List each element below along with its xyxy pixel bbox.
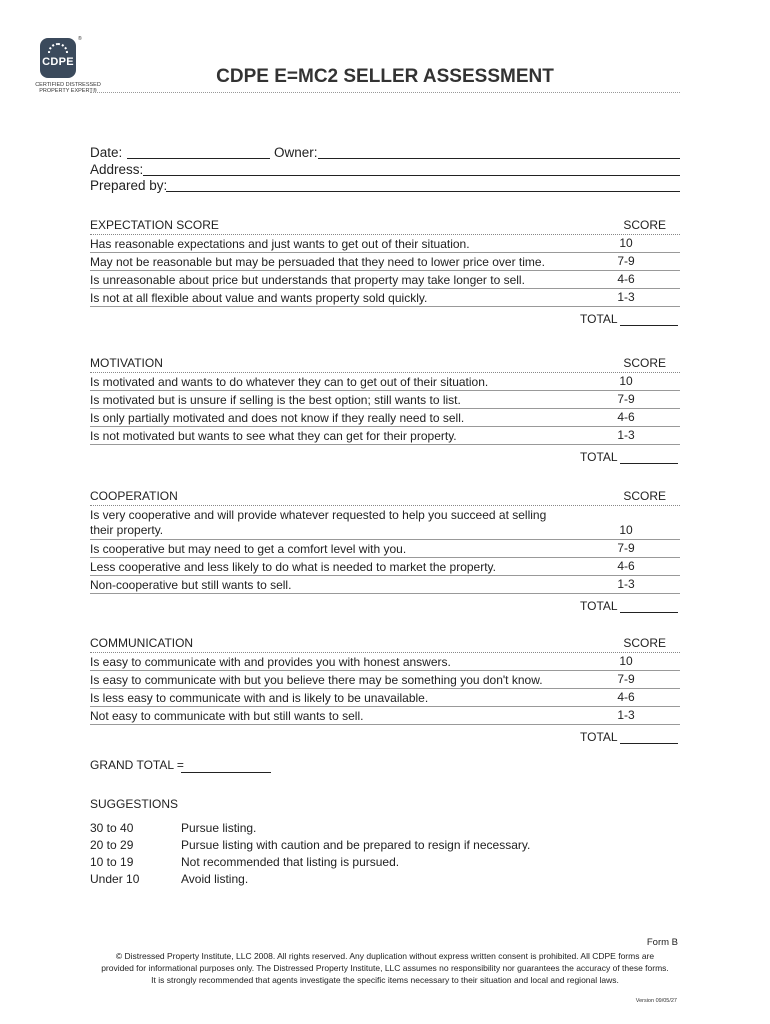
criteria-text: Is not at all flexible about value and wants property sold quickly. [90,291,428,305]
score-value: 10 [619,523,633,537]
total-label: TOTAL [580,599,618,613]
table-row [90,707,680,725]
score-value: 10 [619,654,633,668]
owner-field[interactable] [318,158,680,159]
total-field[interactable] [620,325,678,326]
score-value: 1-3 [617,428,635,442]
section-title: EXPECTATION SCORE [90,218,219,232]
suggestions-heading: SUGGESTIONS [90,797,179,811]
communication-section [90,636,680,747]
table-row [90,391,680,409]
total-field[interactable] [620,463,678,464]
score-value: 4-6 [617,272,635,286]
table-row [90,558,680,576]
table-row [90,289,680,307]
grand-total-field[interactable] [181,772,271,773]
score-value: 4-6 [617,410,635,424]
suggestion-action: Pursue listing. [181,821,257,835]
table-row [90,409,680,427]
score-value: 1-3 [617,708,635,722]
criteria-text: Non-cooperative but still wants to sell. [90,578,292,592]
section-header [90,489,680,505]
logo-registered-mark: ® [78,36,82,42]
section-header [90,356,680,372]
table-row [90,540,680,558]
total-label: TOTAL [580,312,618,326]
score-value: 7-9 [617,672,635,686]
prepared-by-field[interactable] [166,191,680,192]
logo-subtitle-line1: CERTIFIED DISTRESSED [35,82,101,88]
section-title: COOPERATION [90,489,178,503]
motivation-section [90,356,680,467]
section-title: COMMUNICATION [90,636,194,650]
score-value: 4-6 [617,559,635,573]
address-label: Address: [90,162,144,177]
total-row [90,725,680,747]
section-header [90,218,680,234]
version-label: Version 09/05/27 [635,998,677,1004]
suggestion-range: Under 10 [90,872,140,886]
criteria-text: Is easy to communicate with and provides you with honest answers. [90,655,451,669]
criteria-text: May not be reasonable but may be persuaded that they need to lower price over time. [90,255,545,269]
score-value: 10 [619,236,633,250]
suggestion-action: Avoid listing. [181,872,249,886]
criteria-text: Is cooperative but may need to get a comfort level with you. [90,542,407,556]
total-row [90,307,680,329]
score-column-label: SCORE [623,356,666,370]
suggestion-range: 30 to 40 [90,821,134,835]
page-title: CDPE E=MC2 SELLER ASSESSMENT [216,66,554,87]
owner-label: Owner: [274,145,318,160]
total-row [90,445,680,467]
footer-line: © Distressed Property Institute, LLC 2008. All rights reserved. Any duplication without express written consent is prohibited. All CDPE forms are [115,951,655,961]
total-label: TOTAL [580,450,618,464]
cdpe-badge-icon [40,38,76,78]
date-label: Date: [90,145,123,160]
criteria-text: Is easy to communicate with but you believe there may be something you don't know. [90,673,543,687]
title-divider [90,92,680,93]
table-row [90,576,680,594]
criteria-text: Is motivated and wants to do whatever they can to get out of their situation. [90,375,489,389]
table-row [90,253,680,271]
prepared-by-label: Prepared by: [90,178,168,193]
score-value: 1-3 [617,577,635,591]
table-row [90,506,680,540]
suggestion-range: 20 to 29 [90,838,134,852]
score-value: 10 [619,374,633,388]
criteria-text: Is motivated but is unsure if selling is the best option; still wants to list. [90,393,461,407]
footer-line: provided for informational purposes only. The Distressed Property Institute, LLC assumes no responsibility nor guarantees the accuracy of these forms. [101,963,669,973]
cooperation-section [90,489,680,616]
grand-total-label: GRAND TOTAL = [90,758,184,772]
criteria-text: Has reasonable expectations and just wants to get out of their situation. [90,237,470,251]
table-row [90,653,680,671]
suggestion-action: Not recommended that listing is pursued. [181,855,400,869]
total-field[interactable] [620,743,678,744]
logo-badge-text: CDPE [42,56,74,68]
section-title: MOTIVATION [90,356,163,370]
score-value: 4-6 [617,690,635,704]
sunburst-icon [48,43,68,53]
score-column-label: SCORE [623,489,666,503]
table-row [90,671,680,689]
total-row [90,594,680,616]
footer-line: It is strongly recommended that agents investigate the specific items necessary to their situation and local and regional laws. [151,975,619,985]
criteria-text: Is very cooperative and will provide whatever requested to help you succeed at selling their property. [90,508,547,537]
table-row [90,271,680,289]
score-value: 7-9 [617,541,635,555]
copyright-footer [60,950,710,986]
score-column-label: SCORE [623,636,666,650]
suggestion-range: 10 to 19 [90,855,134,869]
criteria-text: Not easy to communicate with but still wants to sell. [90,709,364,723]
criteria-text: Is only partially motivated and does not know if they really need to sell. [90,411,465,425]
table-row [90,689,680,707]
score-column-label: SCORE [623,218,666,232]
table-row [90,427,680,445]
score-value: 1-3 [617,290,635,304]
criteria-text: Less cooperative and less likely to do what is needed to market the property. [90,560,497,574]
total-label: TOTAL [580,730,618,744]
address-field[interactable] [143,175,680,176]
criteria-text: Is not motivated but wants to see what they can get for their property. [90,429,457,443]
suggestion-action: Pursue listing with caution and be prepared to resign if necessary. [181,838,531,852]
score-value: 7-9 [617,254,635,268]
score-value: 7-9 [617,392,635,406]
section-header [90,636,680,652]
criteria-text: Is unreasonable about price but understands that property may take longer to sell. [90,273,525,287]
total-field[interactable] [620,612,678,613]
logo-subtitle-line2: PROPERTY EXPERT® [39,88,97,94]
date-field[interactable] [127,158,270,159]
expectation-section [90,218,680,329]
form-label: Form B [646,937,678,948]
criteria-text: Is less easy to communicate with and is likely to be unavailable. [90,691,429,705]
table-row [90,235,680,253]
table-row [90,373,680,391]
